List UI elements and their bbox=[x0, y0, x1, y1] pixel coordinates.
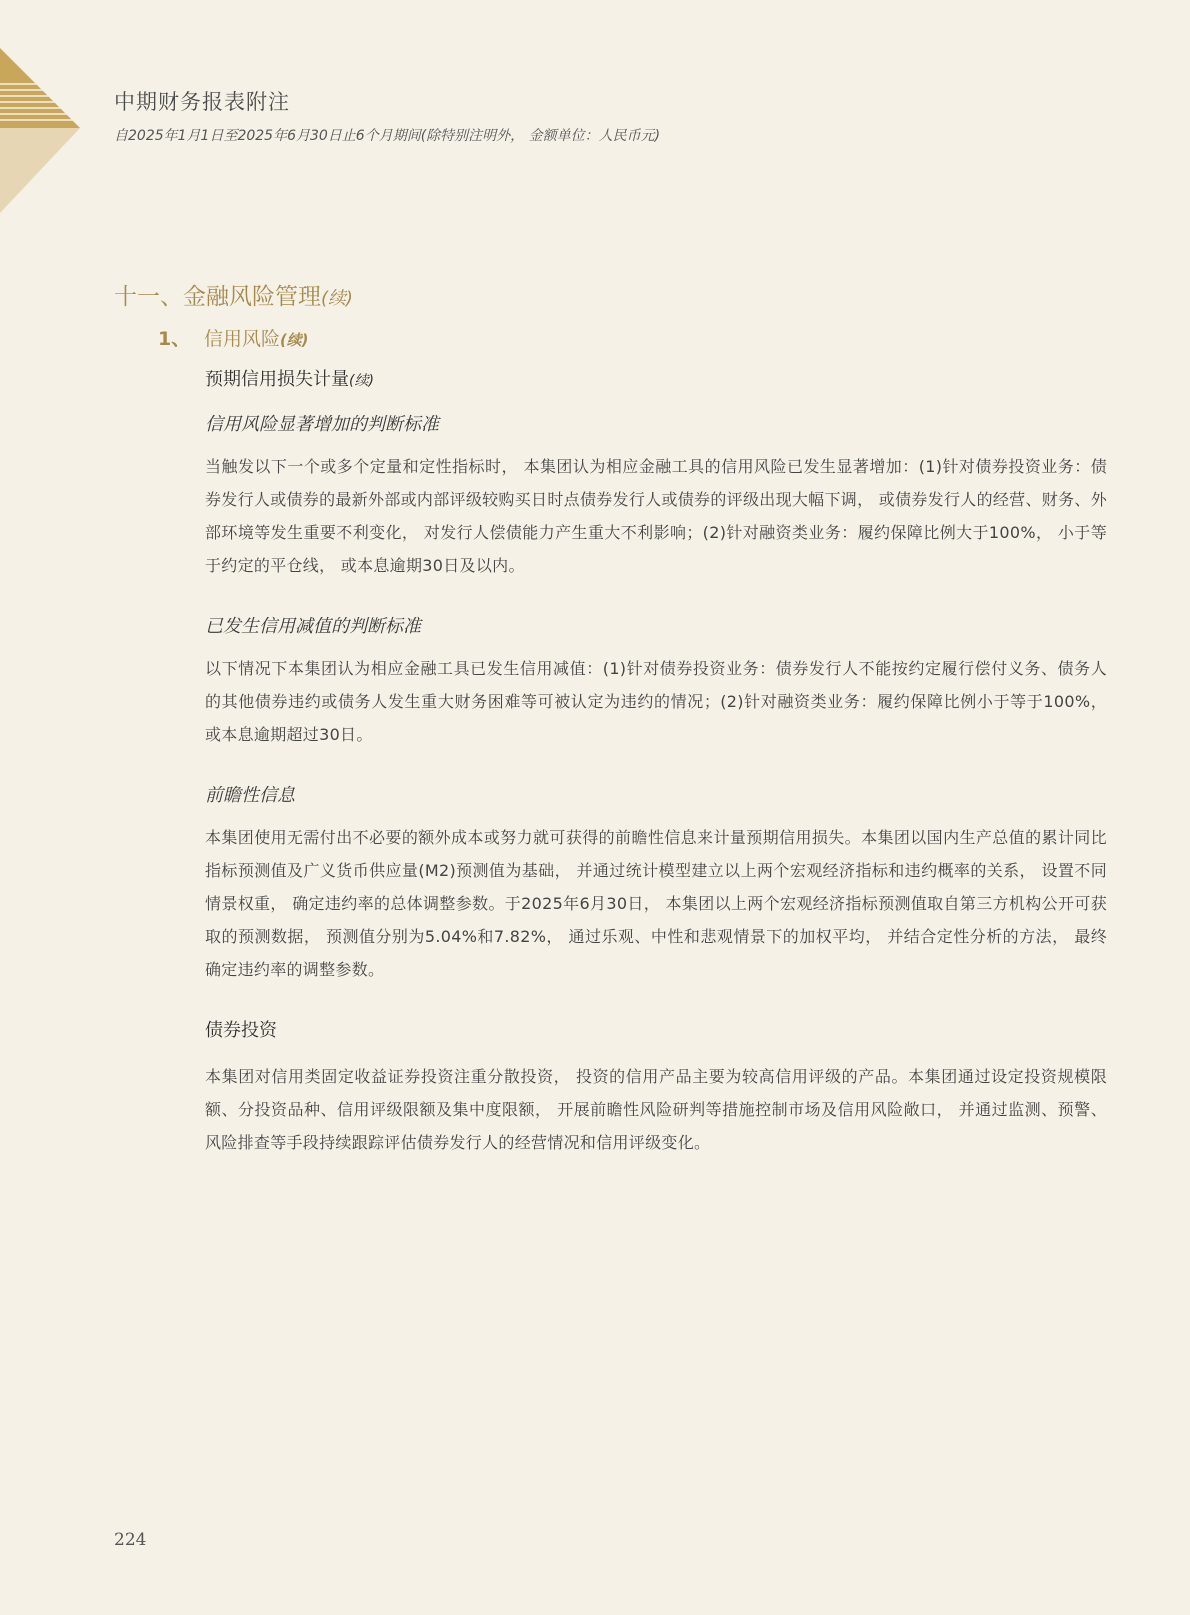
page-header-title: 中期财务报表附注 bbox=[114, 90, 290, 114]
topic-continued-label: (续) bbox=[349, 373, 374, 389]
block-heading-forward-looking: 前瞻性信息 bbox=[205, 785, 295, 806]
section-title bbox=[114, 278, 353, 311]
block-heading-significant-increase: 信用风险显著增加的判断标准 bbox=[205, 414, 439, 435]
block-heading-credit-impaired: 已发生信用减值的判断标准 bbox=[205, 616, 421, 637]
subsection-continued-label: (续) bbox=[280, 332, 309, 349]
topic-heading-text: 预期信用损失计量 bbox=[205, 369, 349, 390]
subsection-number: 1、 bbox=[158, 328, 191, 350]
subsection-title bbox=[158, 324, 308, 351]
content-body bbox=[205, 365, 1107, 1189]
section-continued-label: (续) bbox=[321, 288, 353, 309]
corner-decoration bbox=[0, 48, 80, 213]
block-text-forward-looking: 本集团使用无需付出不必要的额外成本或努力就可获得的前瞻性信息来计量预期信用损失。本集团以国内生产总值的累计同比指标预测值及广义货币供应量(M2)预测值为基础， 并通过统计模型建立以上两个宏观经济指标和违约概率的关系， 设置不同情景权重， 确定违约率的总体调整参数。于2025年6月30日， 本集团以上两个宏观经济指标预测值取自第三方机构公开可获取的预测数据， 预测值分别为5.04%和7.82%， 通过乐观、中性和悲观情景下的加权平均， 并结合定性分析的方法， 最终确定违约率的调整参数。 bbox=[205, 828, 1107, 979]
bond-investment-text: 本集团对信用类固定收益证券投资注重分散投资， 投资的信用产品主要为较高信用评级的产品。本集团通过设定投资规模限额、分投资品种、信用评级限额及集中度限额， 开展前瞻性风险研判等措施控制市场及信用风险敞口， 并通过监测、预警、风险排查等手段持续跟踪评估债券发行人的经营情况和信用评级变化。 bbox=[205, 1067, 1107, 1152]
page-number: 224 bbox=[114, 1530, 147, 1550]
bond-investment-heading: 债券投资 bbox=[205, 1020, 277, 1041]
page-header-subtitle: 自2025年1月1日至2025年6月30日止6个月期间(除特别注明外， 金额单位：人民币元) bbox=[114, 128, 661, 144]
section-title-text: 十一、金融风险管理 bbox=[114, 284, 321, 310]
topic-heading bbox=[205, 365, 1107, 396]
subsection-title-text: 信用风险 bbox=[204, 328, 281, 350]
block-text-credit-impaired: 以下情况下本集团认为相应金融工具已发生信用减值：(1)针对债券投资业务：债券发行人不能按约定履行偿付义务、债务人的其他债券违约或债务人发生重大财务困难等可被认定为违约的情况；(2)针对融资类业务：履约保障比例小于等于100%， 或本息逾期超过30日。 bbox=[205, 659, 1107, 744]
block-text-significant-increase: 当触发以下一个或多个定量和定性指标时， 本集团认为相应金融工具的信用风险已发生显著增加：(1)针对债券投资业务：债券发行人或债券的最新外部或内部评级较购买日时点债券发行人或债券的评级出现大幅下调， 或债券发行人的经营、财务、外部环境等发生重要不利变化， 对发行人偿债能力产生重大不利影响；(2)针对融资类业务：履约保障比例大于100%， 小于等于约定的平仓线， 或本息逾期30日及以内。 bbox=[205, 457, 1107, 575]
